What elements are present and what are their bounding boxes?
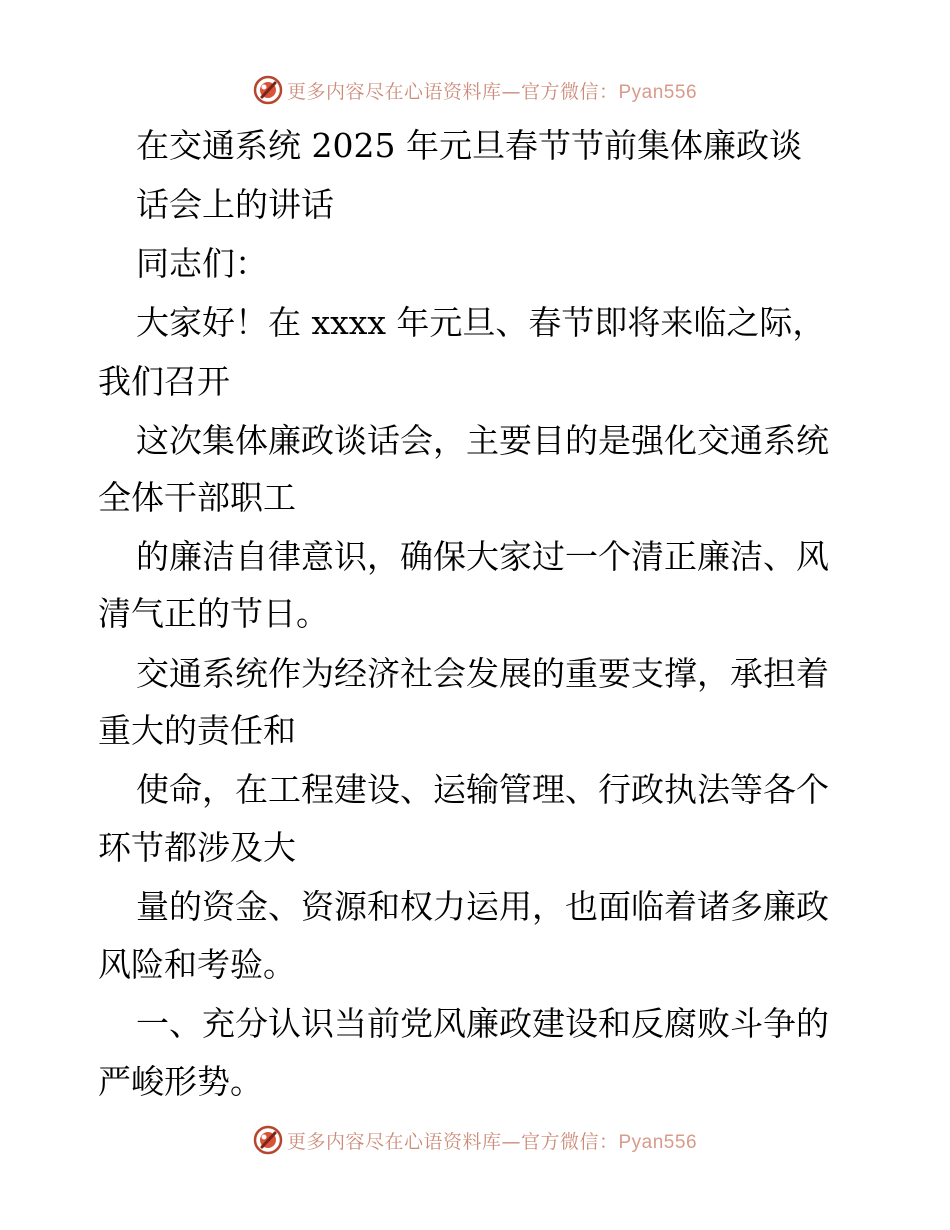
- document-title-line-2: 话会上的讲话: [136, 185, 334, 224]
- body-line: 大家好！在 xxxx 年元旦、春节即将来临之际，: [136, 303, 826, 342]
- body-line: 的廉洁自律意识，确保大家过一个清正廉洁、风: [136, 537, 829, 576]
- brand-logo-icon: [253, 1125, 283, 1155]
- body-line: 这次集体廉政谈话会，主要目的是强化交通系统: [136, 421, 829, 460]
- brand-logo-icon: [253, 75, 283, 105]
- body-line: 风险和考验。: [98, 945, 296, 984]
- greeting: 同志们：: [136, 244, 268, 283]
- header-watermark-text: 更多内容尽在心语资料库—官方微信：Pyan556: [286, 80, 698, 103]
- footer-watermark-banner: [0, 1120, 950, 1160]
- section-heading-line: 一、充分认识当前党风廉政建设和反腐败斗争的: [136, 1004, 829, 1043]
- header-watermark-banner: [0, 70, 950, 110]
- body-line: 环节都涉及大: [98, 828, 296, 867]
- footer-watermark-text: 更多内容尽在心语资料库—官方微信：Pyan556: [286, 1130, 698, 1153]
- body-line: 重大的责任和: [98, 711, 296, 750]
- body-line: 我们召开: [98, 362, 230, 401]
- section-heading-line: 严峻形势。: [98, 1062, 263, 1101]
- body-line: 交通系统作为经济社会发展的重要支撑，承担着: [136, 654, 829, 693]
- body-line: 清气正的节日。: [98, 594, 329, 633]
- body-line: 使命，在工程建设、运输管理、行政执法等各个: [136, 770, 829, 809]
- body-line: 全体干部职工: [98, 478, 296, 517]
- document-title-line-1: 在交通系统 2025 年元旦春节节前集体廉政谈: [136, 126, 802, 165]
- body-line: 量的资金、资源和权力运用，也面临着诸多廉政: [136, 887, 829, 926]
